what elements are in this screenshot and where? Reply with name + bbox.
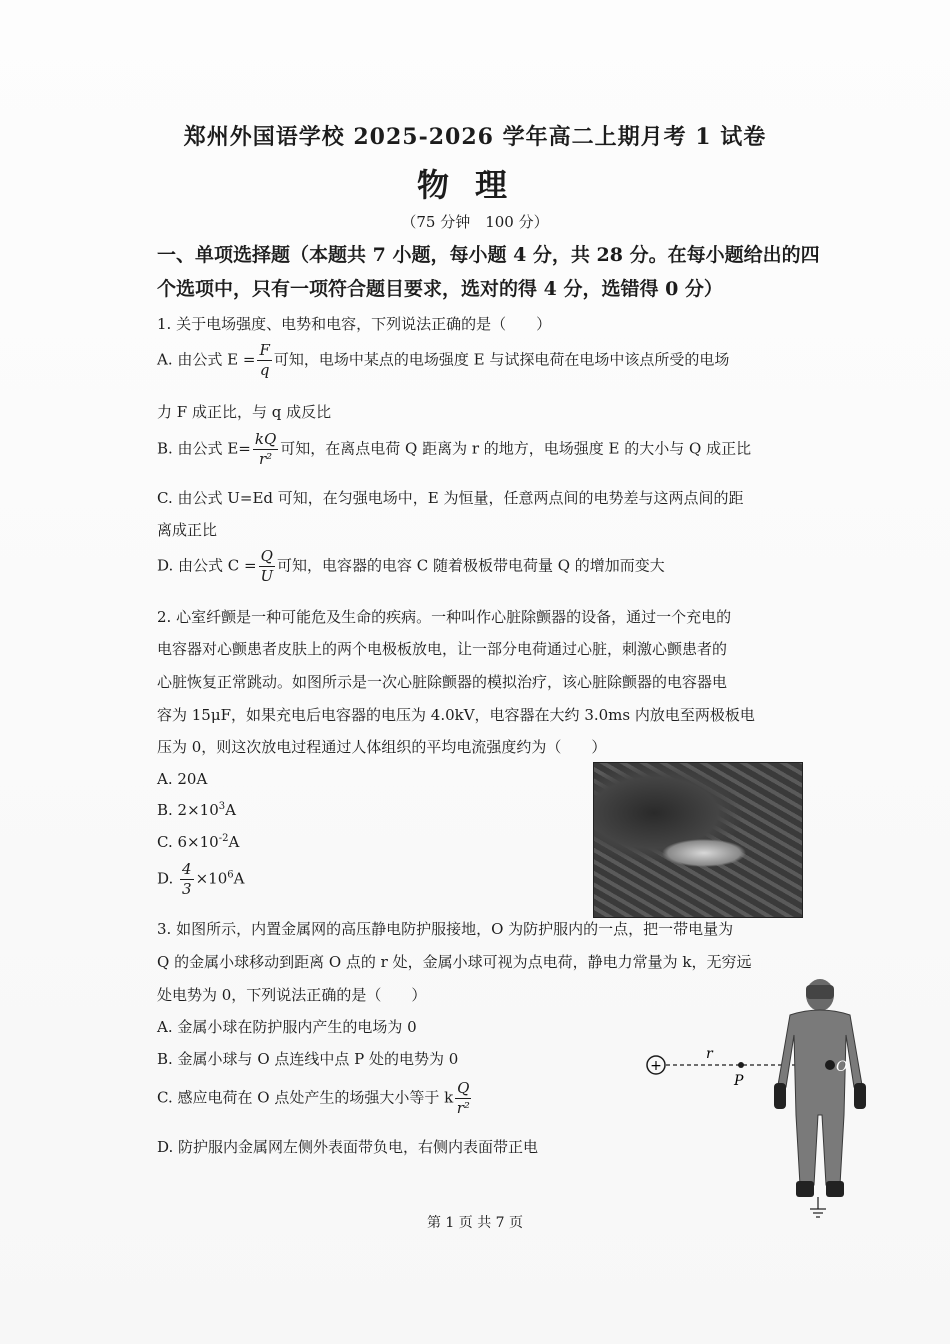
q2-d-unit: A <box>233 869 245 888</box>
q1-option-b <box>157 432 751 467</box>
q1-option-c-line1: C. 由公式 U=Ed 可知，在匀强电场中，E 为恒量，任意两点间的电势差与这两点间的距 <box>157 489 744 507</box>
q1-a-prefix: A. 由公式 E = <box>157 350 256 369</box>
q1-d-fraction <box>259 549 275 584</box>
q2-b-exponent: 3 <box>218 801 226 812</box>
q1-d-prefix: D. 由公式 C = <box>157 556 257 575</box>
q1-b-denominator: r² <box>258 450 273 468</box>
q1-option-c-line2: 离成正比 <box>157 521 218 539</box>
time-and-score: （75 分钟 100 分） <box>401 213 549 231</box>
q1-option-a-cont: 力 F 成正比，与 q 成反比 <box>157 403 332 421</box>
q2-d-fraction <box>180 862 194 897</box>
exam-title: 郑州外国语学校 2025-2026 学年高二上期月考 1 试卷 <box>183 124 767 150</box>
q3-option-a: A. 金属小球在防护服内产生的电场为 0 <box>157 1018 417 1036</box>
q2-c-exponent: -2 <box>218 833 229 844</box>
point-o-dot <box>825 1060 835 1070</box>
q2-line-3: 心脏恢复正常跳动。如图所示是一次心脏除颤器的模拟治疗，该心脏除颤器的电容器电 <box>157 673 728 691</box>
q2-d-denominator: 3 <box>182 880 192 898</box>
q1-option-d <box>157 549 665 584</box>
q3-option-c <box>157 1081 473 1116</box>
q1-d-numerator: Q <box>260 547 273 565</box>
q1-a-denominator: q <box>259 361 270 379</box>
q2-line-2: 电容器对心颤患者皮肤上的两个电极板放电，让一部分电荷通过心脏，刺激心颤患者的 <box>157 640 728 658</box>
q1-b-suffix: 可知，在离点电荷 Q 距离为 r 的地方，电场强度 E 的大小与 Q 成正比 <box>280 439 752 458</box>
q2-option-a: A. 20A <box>157 770 208 788</box>
q3-option-b: B. 金属小球与 O 点连线中点 P 处的电势为 0 <box>157 1050 459 1068</box>
p-label: P <box>734 1073 744 1089</box>
q1-a-numerator: F <box>259 341 270 359</box>
q2-b-main: B. 2×10 <box>157 801 219 819</box>
q3-c-fraction <box>455 1081 471 1116</box>
q3-c-prefix: C. 感应电荷在 O 点处产生的场强大小等于 k <box>157 1088 454 1107</box>
q2-option-b <box>157 801 236 819</box>
q1-b-prefix: B. 由公式 E= <box>157 439 251 458</box>
q2-d-exponent: 6 <box>227 869 234 881</box>
q3-c-denominator: r² <box>456 1099 470 1117</box>
q2-option-c <box>157 833 239 851</box>
q1-d-suffix: 可知，电容器的电容 C 随着极板带电荷量 Q 的增加而变大 <box>276 556 665 575</box>
q1-a-fraction <box>257 343 271 378</box>
o-label: O <box>836 1059 848 1075</box>
q1-b-fraction <box>253 432 278 467</box>
point-p-dot <box>738 1062 744 1068</box>
q3-c-numerator: Q <box>457 1079 470 1097</box>
subject-heading: 物理 <box>416 166 533 204</box>
q2-line-5: 压为 0，则这次放电过程通过人体组织的平均电流强度约为（ ） <box>157 738 607 756</box>
page-footer: 第 1 页 共 7 页 <box>426 1215 524 1231</box>
q1-stem: 1. 关于电场强度、电势和电容，下列说法正确的是（ ） <box>157 315 552 333</box>
q2-d-numerator: 4 <box>182 860 192 878</box>
q3-line-2: Q 的金属小球移动到距离 O 点的 r 处，金属小球可视为点电荷，静电力常量为 k，无穷远 <box>157 953 752 971</box>
q2-d-main: ×10 <box>195 869 228 888</box>
q1-d-denominator: U <box>260 567 274 585</box>
q2-c-unit: A <box>228 833 240 851</box>
q3-line-1: 3. 如图所示，内置金属网的高压静电防护服接地，O 为防护服内的一点，把一带电量为 <box>157 920 734 938</box>
q2-c-main: C. 6×10 <box>157 833 219 851</box>
q2-d-prefix: D. <box>157 869 174 888</box>
protective-suit-figure <box>640 975 900 1225</box>
r-label: r <box>706 1046 713 1062</box>
q2-line-4: 容为 15μF，如果充电后电容器的电压为 4.0kV，电容器在大约 3.0ms 内放电至两极板电 <box>157 706 755 724</box>
q2-option-d <box>157 862 244 897</box>
q3-option-d: D. 防护服内金属网左侧外表面带负电，右侧内表面带正电 <box>157 1138 539 1156</box>
charge-sign: + <box>650 1058 662 1074</box>
section-heading-line-2: 个选项中，只有一项符合题目要求，选对的得 4 分，选错得 0 分） <box>157 278 723 300</box>
section-heading-line-1: 一、单项选择题（本题共 7 小题，每小题 4 分，共 28 分。在每小题给出的四 <box>157 244 820 266</box>
q2-b-unit: A <box>225 801 236 819</box>
q1-b-numerator: kQ <box>254 430 277 448</box>
q1-option-a <box>157 343 729 378</box>
defibrillator-photo <box>593 762 803 918</box>
q1-a-suffix: 可知，电场中某点的电场强度 E 与试探电荷在电场中该点所受的电场 <box>273 350 730 369</box>
q3-line-3: 处电势为 0，下列说法正确的是（ ） <box>157 986 427 1004</box>
suit-person-icon <box>774 979 866 1197</box>
q2-line-1: 2. 心室纤颤是一种可能危及生命的疾病。一种叫作心脏除颤器的设备，通过一个充电的 <box>157 608 732 626</box>
